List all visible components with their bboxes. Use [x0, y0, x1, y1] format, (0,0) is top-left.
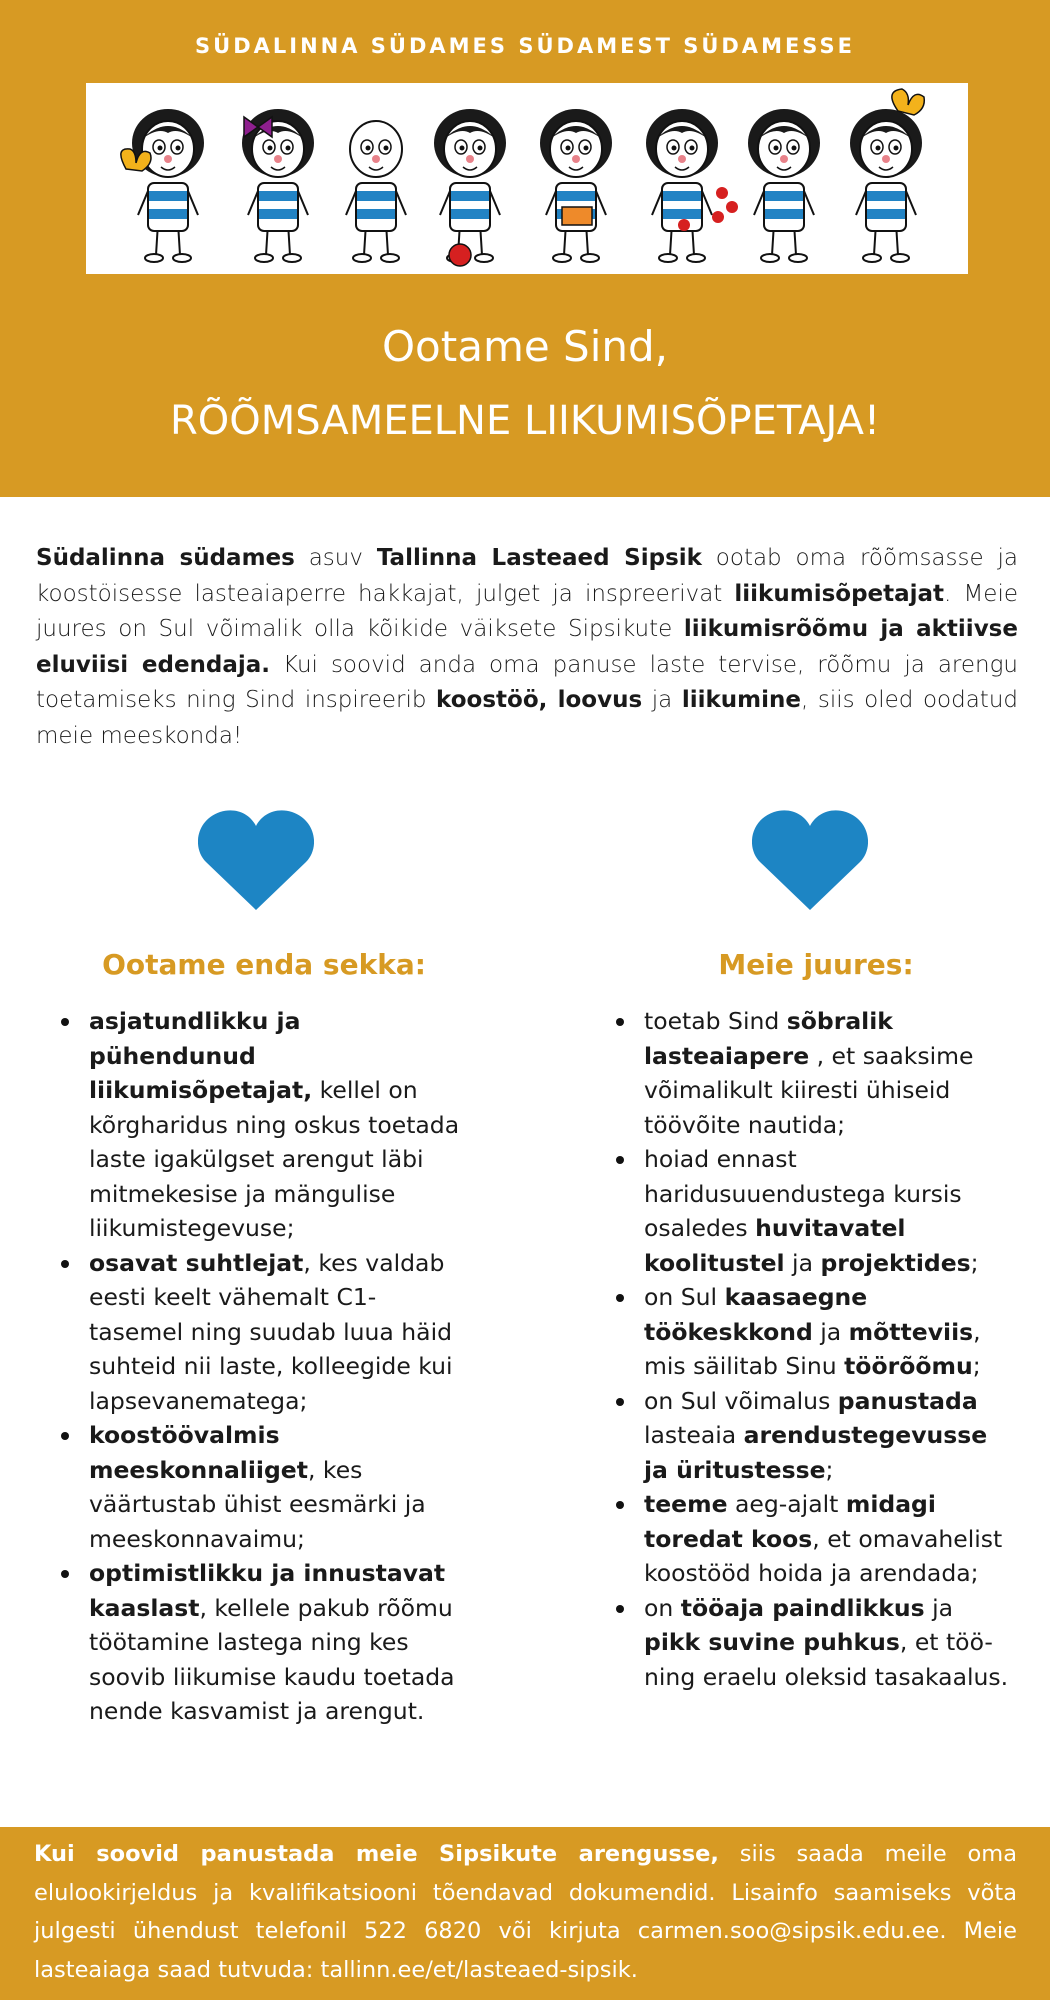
- text-run: ;: [825, 1455, 834, 1484]
- bold-text: Kui soovid panustada meie Sipsikute arengusse,: [34, 1841, 719, 1867]
- headline-greeting: Ootame Sind,: [381, 322, 669, 371]
- flower-icon: [712, 211, 724, 223]
- bold-text: osavat suhtlejat: [89, 1248, 304, 1277]
- bold-text: kaasaegne töökeskkond: [644, 1283, 868, 1346]
- right-column-title: Meie juures:: [718, 948, 914, 981]
- left-column-title: Ootame enda sekka:: [102, 948, 426, 981]
- flower-icon: [716, 187, 728, 199]
- heart-icon: [198, 808, 314, 912]
- list-item: [89, 1418, 467, 1556]
- bold-text: projektides: [820, 1248, 971, 1277]
- cartoon-child: [346, 121, 406, 262]
- text-run: Kui soovid anda oma panuse laste tervise, rõõmu ja arengu toetamiseks ning Sind inspireerib: [36, 651, 1018, 713]
- bold-text: panustada: [837, 1386, 978, 1415]
- bold-text: koostöö, loovus: [436, 687, 643, 713]
- bold-text: liikumine: [681, 687, 801, 713]
- list-item: [644, 1004, 1010, 1142]
- bold-text: huvitavatel koolitustel: [644, 1214, 906, 1277]
- text-run: kellel on kõrgharidus ning oskus toetada laste igakülgset arengut läbi mitmekesise ja mängulise liikumistegevuse;: [89, 1076, 460, 1242]
- text-run: ;: [970, 1248, 979, 1277]
- text-run: hoiad ennast haridusuuendustega kursis osaledes: [644, 1145, 962, 1242]
- list-item: [644, 1591, 1010, 1695]
- bold-text: teeme: [644, 1490, 728, 1518]
- tagline: SÜDALINNA SÜDAMES SÜDAMEST SÜDAMESSE: [195, 34, 855, 58]
- flower-icon: [678, 219, 690, 231]
- text-run: , kellele pakub rõõmu töötamine lastega ning kes soovib liikumise kaudu toetada nende kasvamist ja arengut.: [89, 1593, 455, 1725]
- bold-text: midagi toredat koos: [644, 1490, 936, 1553]
- bold-text: pikk suvine puhkus: [644, 1628, 900, 1656]
- list-item: [644, 1384, 1010, 1488]
- bold-text: Tallinna Lasteaed Sipsik: [376, 545, 702, 571]
- text-run: , kes väärtustab ühist eesmärki ja meeskonnavaimu;: [89, 1455, 426, 1553]
- cartoon-children-illustration: [86, 83, 968, 274]
- cartoon-child: [132, 109, 204, 262]
- ball-icon: [449, 244, 471, 266]
- text-run: toetab Sind: [644, 1007, 787, 1035]
- list-item: [644, 1142, 1010, 1280]
- list-item: [89, 1556, 467, 1729]
- bold-text: arendustegevusse ja üritustesse: [644, 1421, 988, 1484]
- text-run: ja: [924, 1593, 954, 1622]
- footer-text: [34, 1835, 1017, 1989]
- cartoon-child: [434, 109, 506, 262]
- list-item: [644, 1280, 1010, 1384]
- text-run: on Sul: [644, 1283, 725, 1311]
- intro-paragraph: [36, 541, 1018, 754]
- bold-text: töörõõmu: [844, 1352, 973, 1380]
- text-run: ootab oma rõõmsasse ja koostöisesse lasteaiaperre hakkajat, julget ja inspreerivat: [36, 545, 1018, 607]
- cartoon-child: [540, 109, 612, 262]
- list-item: [644, 1487, 1010, 1591]
- text-run: siis saada meile oma elulookirjeldus ja kvalifikatsiooni tõendavad dokumendid. Lisainfo saamiseks võta julgesti ühendust telefonil 522 6820 või kirjuta carmen.soo@sipsik.edu.ee. Meie lasteaiaga saad tutvuda: tallinn.ee/et/lasteaed-sipsik.: [34, 1841, 1017, 1983]
- requirements-list: [89, 1004, 467, 1729]
- text-run: , mis säilitab Sinu: [644, 1317, 981, 1380]
- text-run: on Sul võimalus: [644, 1386, 838, 1415]
- cartoon-child: [850, 109, 922, 262]
- bold-text: koostöövalmis meeskonnaliiget: [89, 1421, 308, 1484]
- text-run: , et töö- ning eraelu oleksid tasakaalus.: [644, 1628, 1009, 1691]
- bold-text: optimistlikku ja innustavat kaaslast: [89, 1559, 446, 1622]
- list-item: [89, 1004, 467, 1246]
- header-banner: [0, 0, 1050, 497]
- text-run: , et omavahelist koostööd hoida ja arendada;: [644, 1524, 1003, 1587]
- text-run: . Meie juures on Sul võimalik olla kõikide väiksete Sipsikute: [36, 580, 1018, 642]
- bold-text: asjatundlikku ja pühendunud liikumisõpetajat,: [89, 1007, 313, 1104]
- text-run: , siis oled oodatud meie meeskonda!: [36, 687, 1018, 749]
- bold-text: tööaja paindlikkus: [680, 1593, 925, 1622]
- bold-text: sõbralik lasteaiapere: [644, 1007, 893, 1070]
- headline-title: RÕÕMSAMEELNE LIIKUMISÕPETAJA!: [169, 398, 881, 444]
- text-run: lasteaia: [644, 1421, 744, 1449]
- text-run: ja: [812, 1317, 849, 1346]
- cartoon-child: [242, 109, 314, 262]
- text-run: ja: [642, 687, 682, 713]
- bold-text: mõtteviis: [848, 1317, 974, 1346]
- text-run: aeg-ajalt: [727, 1490, 846, 1518]
- bold-text: liikumisrõõmu ja aktiivse eluviisi edendaja.: [36, 616, 1018, 678]
- cartoon-child: [646, 109, 718, 262]
- illustration-banner: [86, 83, 968, 274]
- text-run: , kes valdab eesti keelt vähemalt C1-tasemel ning suudab luua häid suhteid nii laste, kolleegide kui lapsevanematega;: [89, 1248, 453, 1415]
- text-run: ja: [784, 1248, 821, 1277]
- flower-icon: [726, 201, 738, 213]
- footer-contact: [0, 1827, 1050, 2000]
- text-run: on: [644, 1593, 681, 1622]
- bold-text: liikumisõpetajat: [734, 580, 945, 607]
- text-run: asuv: [294, 545, 377, 571]
- text-run: , et saaksime võimalikult kiiresti ühiseid töövõite nautida;: [644, 1041, 974, 1139]
- cartoon-child: [748, 109, 820, 262]
- bold-text: Südalinna südames: [36, 545, 295, 571]
- book-icon: [562, 207, 592, 225]
- heart-icon: [752, 808, 868, 912]
- list-item: [89, 1246, 467, 1419]
- benefits-list: [644, 1004, 1010, 1694]
- text-run: ;: [972, 1352, 981, 1380]
